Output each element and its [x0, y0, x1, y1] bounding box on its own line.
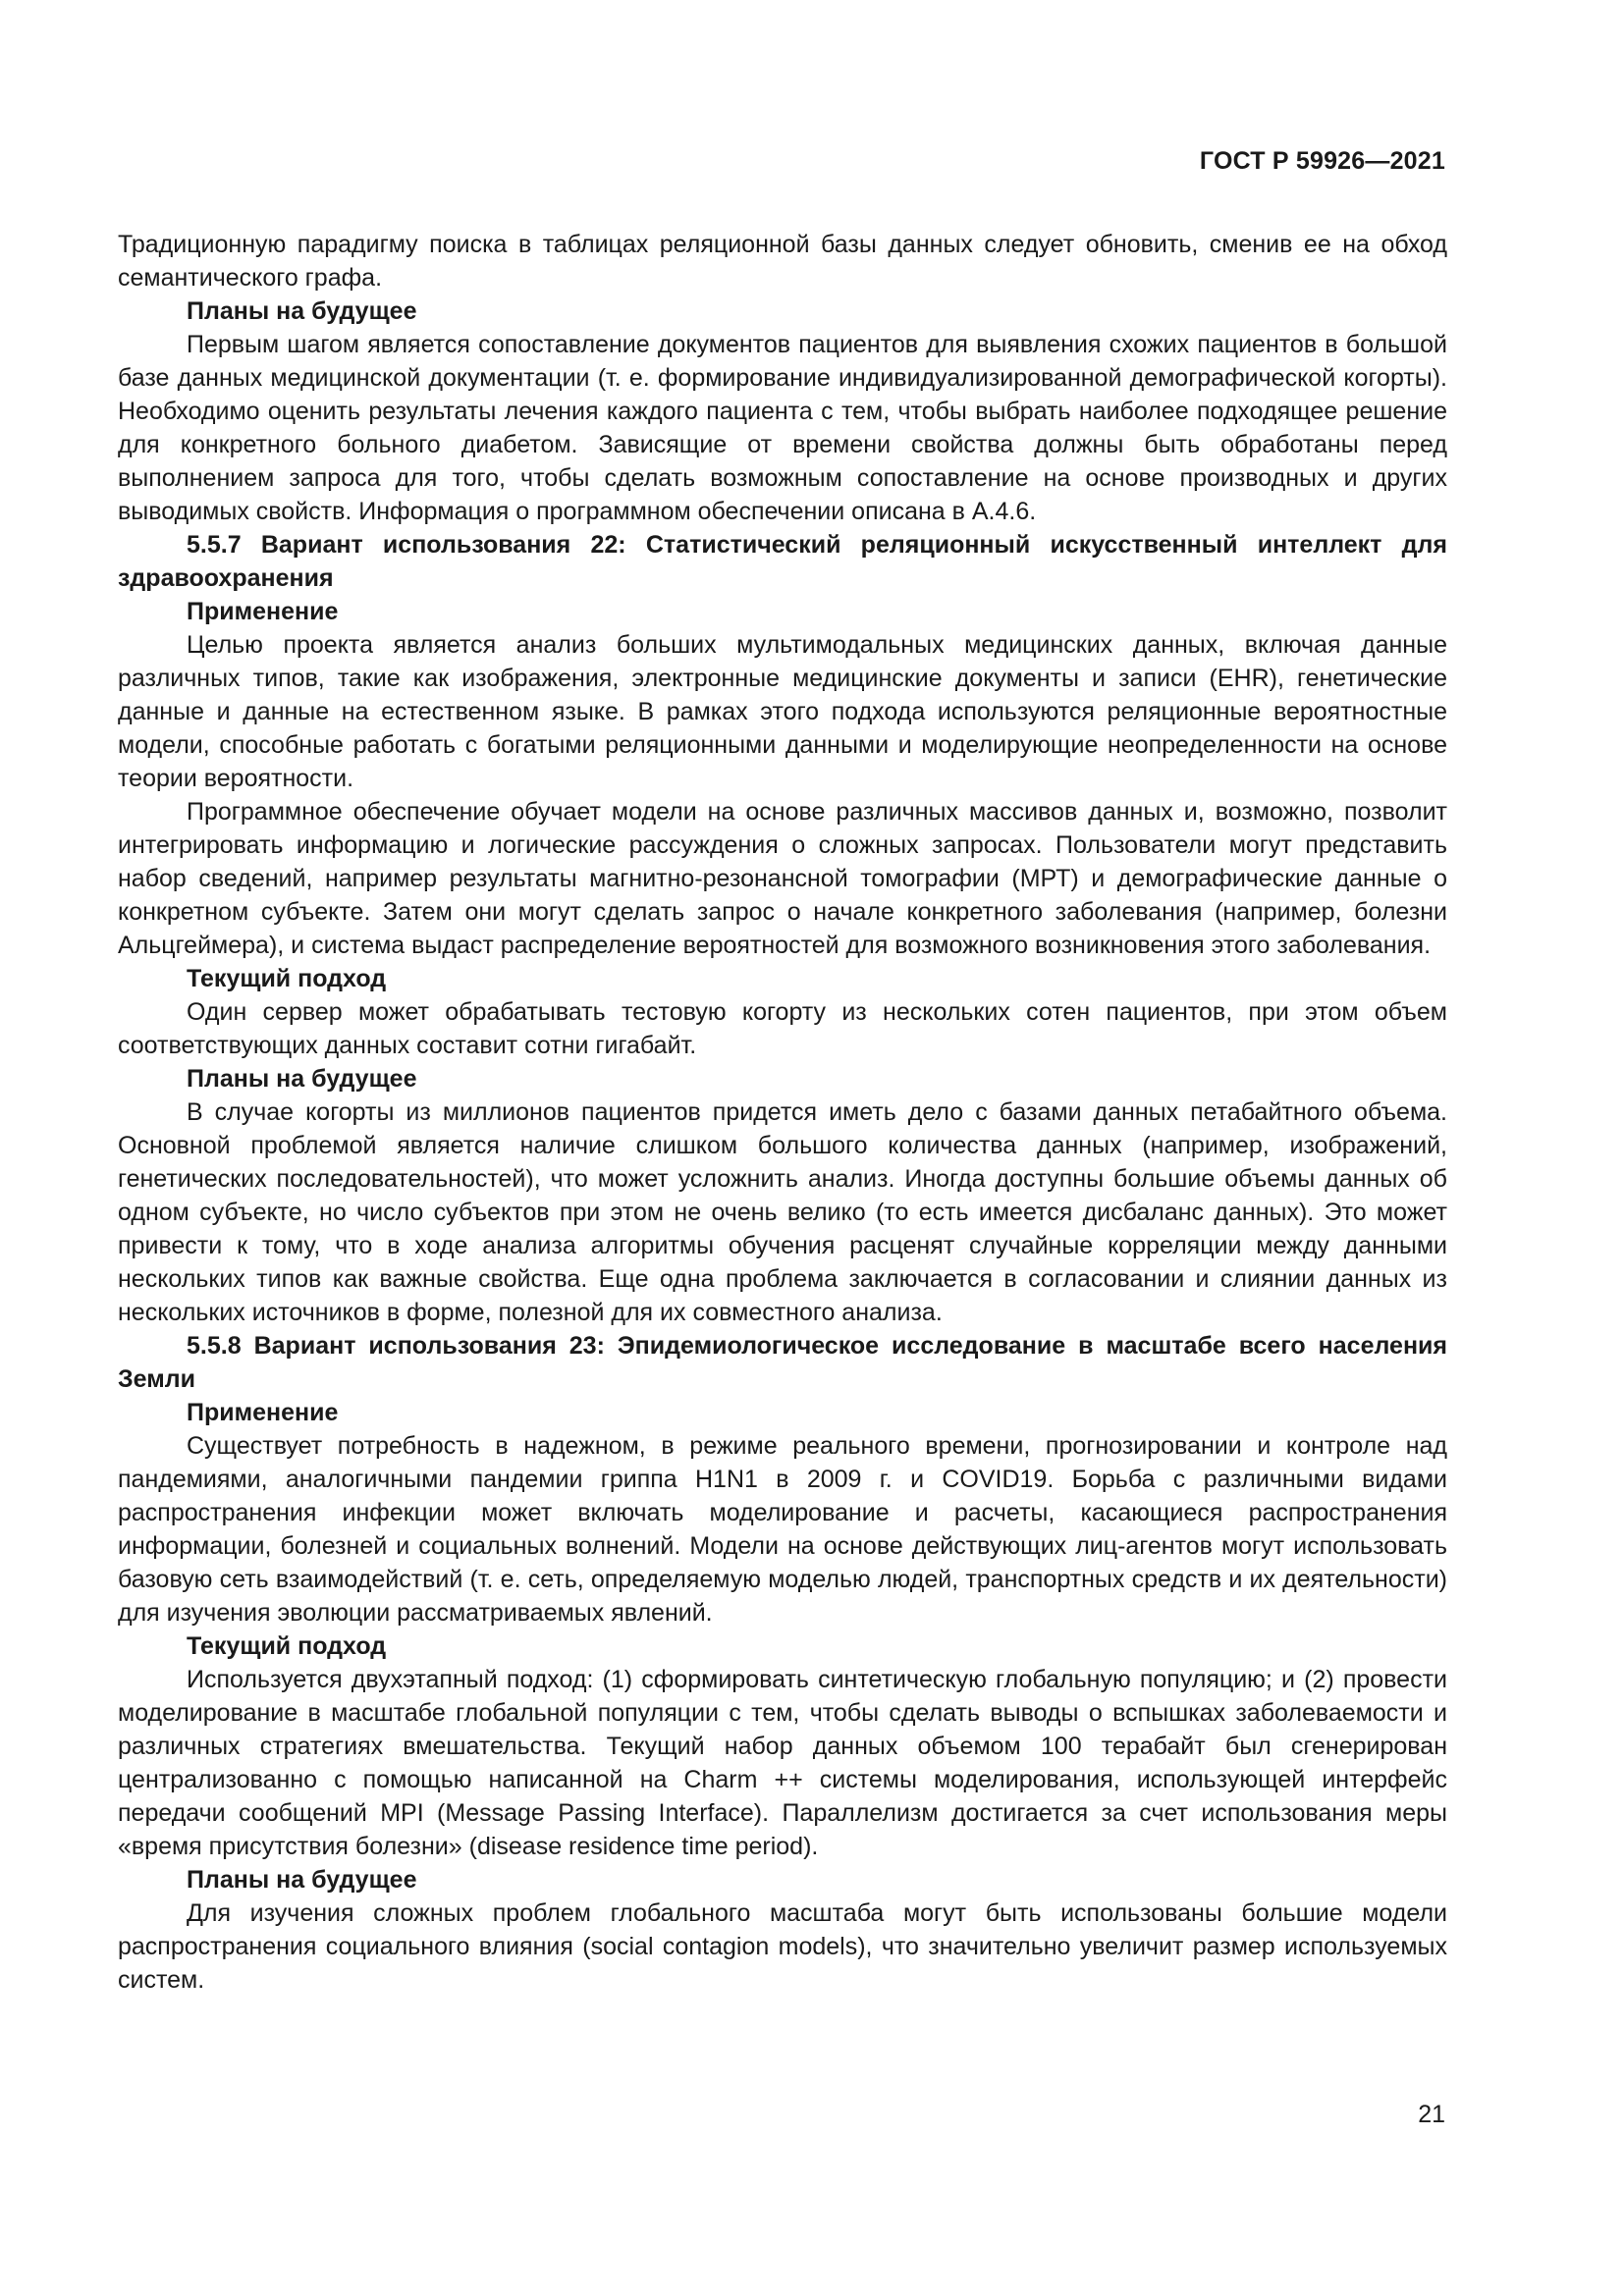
page-number: 21 — [1418, 2101, 1445, 2128]
subheading-current-approach: Текущий подход — [187, 965, 387, 992]
body-paragraph: Используется двухэтапный подход: (1) сформировать синтетическую глобальную популяцию; и (2) провести моделирование в масштабе глобальной популяции с тем, чтобы сделать выводы о вспышках заболеваемости и различных стратегиях вмешательства. Текущий набор данных объемом 100 терабайт был сгенерирован централизованно с помощью написанной на Charm ++ системы моделирования, использующей интерфейс передачи сообщений MPI (Message Passing Interface). Параллелизм достигается за счет использования меры «время присутствия болезни» (disease residence time period). — [118, 1666, 1447, 1860]
body-paragraph: Для изучения сложных проблем глобального масштаба могут быть использованы большие модели распространения социального влияния (social contagion models), что значительно увеличит размер используемых систем. — [118, 1899, 1447, 1994]
subheading-future-plans: Планы на будущее — [187, 297, 417, 325]
body-paragraph: Первым шагом является сопоставление документов пациентов для выявления схожих пациентов в большой базе данных медицинской документации (т. е. формирование индивидуализированной демографической когорты). Необходимо оценить результаты лечения каждого пациента с тем, чтобы выбрать наиболее подходящее решение для конкретного больного диабетом. Зависящие от времени свойства должны быть обработаны перед выполнением запроса для того, чтобы сделать возможным сопоставление на основе производных и других выводимых свойств. Информация о программном обеспечении описана в А.4.6. — [118, 331, 1447, 525]
section-heading-5-5-8: 5.5.8 Вариант использования 23: Эпидемиологическое исследование в масштабе всего населения Земли — [118, 1332, 1447, 1393]
subheading-application: Применение — [187, 1399, 339, 1426]
section-heading-5-5-7: 5.5.7 Вариант использования 22: Статистический реляционный искусственный интеллект для здравоохранения — [118, 531, 1447, 592]
body-paragraph: Программное обеспечение обучает модели на основе различных массивов данных и, возможно, позволит интегрировать информацию и логические рассуждения о сложных запросах. Пользователи могут представить набор сведений, например результаты магнитно-резонансной томографии (МРТ) и демографические данные о конкретном субъекте. Затем они могут сделать запрос о начале конкретного заболевания (например, болезни Альцгеймера), и система выдаст распределение вероятностей для возможного возникновения этого заболевания. — [118, 798, 1447, 959]
standard-header: ГОСТ Р 59926—2021 — [1199, 147, 1445, 175]
body-paragraph: Традиционную парадигму поиска в таблицах реляционной базы данных следует обновить, сменив ее на обход семантического графа. — [118, 231, 1447, 292]
subheading-future-plans: Планы на будущее — [187, 1065, 417, 1093]
subheading-application: Применение — [187, 598, 339, 625]
body-paragraph: Целью проекта является анализ больших мультимодальных медицинских данных, включая данные различных типов, такие как изображения, электронные медицинские документы и записи (EHR), генетические данные и данные на естественном языке. В рамках этого подхода используются реляционные вероятностные модели, способные работать с богатыми реляционными данными и моделирующие неопределенности на основе теории вероятности. — [118, 631, 1447, 792]
subheading-future-plans: Планы на будущее — [187, 1866, 417, 1894]
document-body — [118, 228, 1447, 1997]
body-paragraph: Существует потребность в надежном, в режиме реального времени, прогнозировании и контроле над пандемиями, аналогичными пандемии гриппа H1N1 в 2009 г. и COVID19. Борьба с различными видами распространения инфекции может включать моделирование и расчеты, касающиеся распространения информации, болезней и социальных волнений. Модели на основе действующих лиц-агентов могут использовать базовую сеть взаимодействий (т. е. сеть, определяемую моделью людей, транспортных средств и их деятельности) для изучения эволюции рассматриваемых явлений. — [118, 1432, 1447, 1627]
subheading-current-approach: Текущий подход — [187, 1632, 387, 1660]
body-paragraph: В случае когорты из миллионов пациентов придется иметь дело с базами данных петабайтного объема. Основной проблемой является наличие слишком большого количества данных (например, изображений, генетических последовательностей), что может усложнить анализ. Иногда доступны большие объемы данных об одном субъекте, но число субъектов при этом не очень велико (то есть имеется дисбаланс данных). Это может привести к тому, что в ходе анализа алгоритмы обучения расценят случайные корреляции между данными нескольких типов как важные свойства. Еще одна проблема заключается в согласовании и слиянии данных из нескольких источников в форме, полезной для их совместного анализа. — [118, 1098, 1447, 1326]
body-paragraph: Один сервер может обрабатывать тестовую когорту из нескольких сотен пациентов, при этом объем соответствующих данных составит сотни гигабайт. — [118, 998, 1447, 1059]
